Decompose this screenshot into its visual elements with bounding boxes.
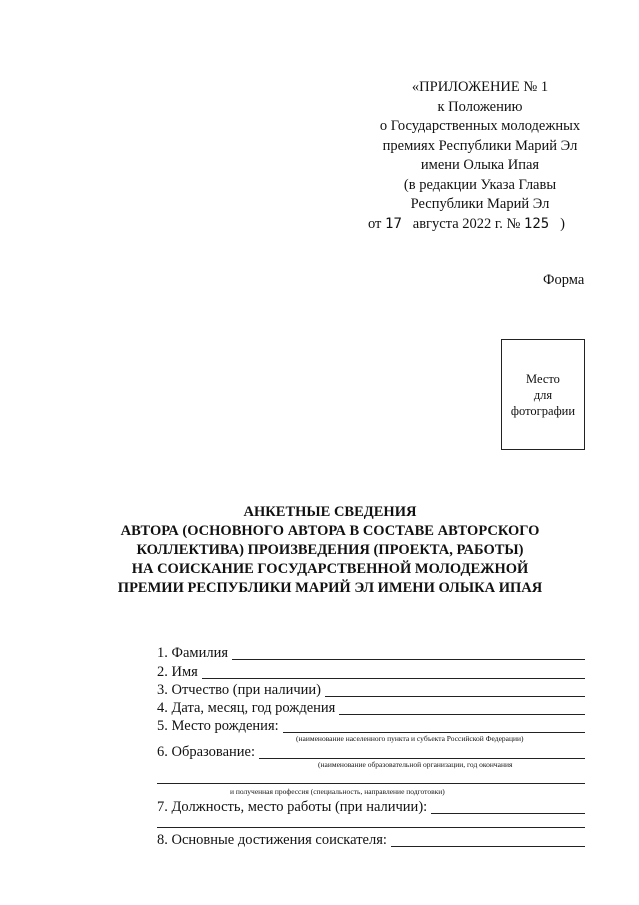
photo-line: фотографии (510, 403, 576, 418)
education-label: 6. Образование: (157, 744, 256, 760)
title-line: ПРЕМИИ РЕСПУБЛИКИ МАРИЙ ЭЛ ИМЕНИ ОЛЫКА ИПАЯ (117, 580, 543, 596)
education-field (157, 744, 585, 761)
header-line: (в редакции Указа Главы (403, 176, 557, 193)
name-field (157, 664, 585, 681)
surname-label: 1. Фамилия (157, 645, 228, 661)
decree-date-line (360, 215, 600, 235)
education-line-2[interactable] (157, 783, 585, 784)
date-day: 17 (385, 215, 402, 232)
birth-date-line[interactable] (339, 702, 585, 715)
position-label: 7. Должность, место работы (при наличии): (157, 799, 428, 815)
patronymic-label: 3. Отчество (при наличии) (157, 682, 321, 698)
position-line-2[interactable] (157, 827, 585, 828)
surname-field (157, 645, 585, 662)
form-title (60, 503, 600, 598)
patronymic-line[interactable] (325, 684, 585, 697)
photo-line: для (533, 387, 553, 402)
photo-placeholder-text (511, 371, 575, 419)
header-line: о Государственных молодежных (379, 118, 581, 134)
photo-placeholder-box (501, 339, 585, 450)
form-label: Форма (543, 272, 585, 288)
birth-place-field (157, 718, 585, 735)
education-hint-2: и полученная профессия (специальность, направление подготовки) (230, 787, 445, 796)
title-line: НА СОИСКАНИЕ ГОСУДАРСТВЕННОЙ МОЛОДЕЖНОЙ (131, 561, 529, 577)
birth-date-label: 4. Дата, месяц, год рождения (157, 700, 336, 716)
position-field (157, 799, 585, 816)
date-prefix: от (368, 215, 382, 232)
achievements-label: 8. Основные достижения соискателя: (157, 832, 387, 848)
header-line: премиях Республики Марий Эл (382, 137, 578, 154)
name-label: 2. Имя (157, 664, 198, 680)
title-line: АВТОРА (ОСНОВНОГО АВТОРА В СОСТАВЕ АВТОРСКОГО (120, 523, 540, 539)
photo-line: Место (526, 371, 560, 386)
title-line: КОЛЛЕКТИВА) ПРОИЗВЕДЕНИЯ (ПРОЕКТА, РАБОТЫ) (136, 542, 524, 558)
achievements-line[interactable] (391, 834, 585, 847)
position-line[interactable] (431, 801, 585, 814)
surname-line[interactable] (232, 647, 585, 660)
birth-place-hint: (наименование населенного пункта и субъекта Российской Федерации) (296, 734, 524, 743)
appendix-header (360, 78, 600, 234)
decree-number: 125 (523, 215, 550, 232)
header-line: «ПРИЛОЖЕНИЕ № 1 (411, 79, 549, 95)
birth-place-label: 5. Место рождения: (157, 718, 279, 734)
header-line: Республики Марий Эл (410, 196, 550, 212)
header-line: имени Олыка Ипая (420, 157, 540, 173)
achievements-field (157, 832, 585, 849)
patronymic-field (157, 682, 585, 699)
education-hint: (наименование образовательной организации, год окончания (318, 760, 513, 769)
date-suffix: ) (560, 215, 565, 232)
title-line: АНКЕТНЫЕ СВЕДЕНИЯ (243, 504, 417, 520)
header-line: к Положению (437, 98, 523, 115)
birth-place-line[interactable] (283, 720, 585, 733)
date-month-year: августа 2022 г. № (412, 215, 521, 232)
name-line[interactable] (202, 666, 585, 679)
education-line[interactable] (259, 746, 585, 759)
birth-date-field (157, 700, 585, 717)
